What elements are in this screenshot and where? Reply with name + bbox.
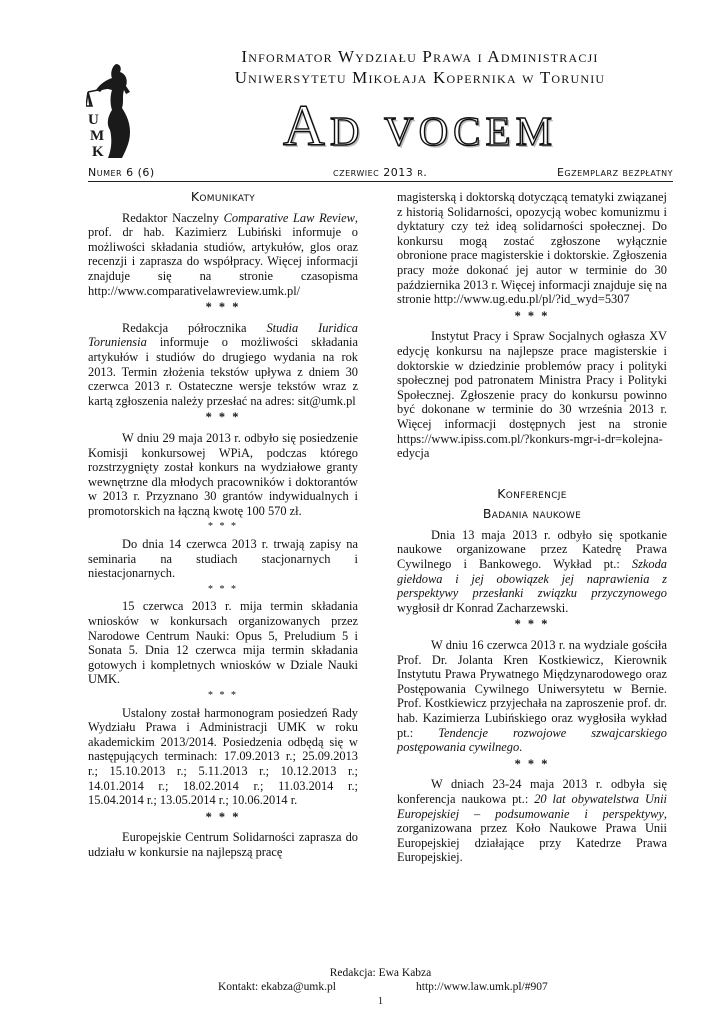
logo-letter-k: K [92,144,104,160]
section-heading-komunikaty: Komunikaty [190,189,256,204]
conference-3: W dniach 23-24 maja 2013 r. odbyła się konferencja naukowa pt.: 20 lat obywatelstwa Unii Europejskiej – podsumowanie i perspektywy, zorganizowana przez Koło Naukowe Prawa Unii Europejskiej działające przy Katedrze Prawa Europejskiej. [397,777,667,865]
separator: * * * [514,617,550,632]
masthead-line-2: Uniwersytetu Mikołaja Kopernika w Toruniu [234,68,606,87]
announcement-2: Redakcja półrocznika Studia Iuridica Toruniensia informuje o możliwości składania artykułów i studiów do drugiego wydania na rok 2013. Termin złożenia tekstów upływa z dniem 30 czerwca 2013 r. Ostateczne wersje tekstów wraz z kartą zgłoszenia należy przesłać na adres: sit@umk.pl [88,320,358,408]
announcement-7-continued: magisterską i doktorską dotyczącą tematyki związanej z historią Solidarności, opozycją wobec komunizmu i dyktatury czy też ideą solidarności społecznej. Do konkursu mogą zostać zgłoszone wyłącznie obronione prace magisterskie i doktorskie. Zgłoszenia pracy może dokonać jej autor w terminie do 30 października 2013 r. Więcej informacji znajduje się na stronie http://www.ug.edu.pl/pl/?id_wyd=5307 [397,190,667,307]
footer-contact-email[interactable]: Kontakt: ekabza@umk.pl [218,981,336,993]
separator: * * * [208,521,238,533]
umk-logo [86,62,146,162]
logo-letter-m: M [90,128,105,144]
separator: * * * [205,809,241,824]
announcement-3: W dniu 29 maja 2013 r. odbyło się posiedzenie Komisji konkursowej WPiA, podczas którego rozstrzygnięty został konkurs na wydziałowe granty wewnętrzne dla młodych pracowników i doktorantów w 2013 r. Przyznano 30 grantów indywidualnych i promotorskich na łączną kwotę 100 570 zł. [88,430,358,518]
announcement-7: Europejskie Centrum Solidarności zaprasza do udziału w konkursie na najlepszą pracę [88,830,358,859]
announcement-4: Do dnia 14 czerwca 2013 r. trwają zapisy na seminaria na studiach stacjonarnych i niestacjonarnych. [88,537,358,581]
separator: * * * [208,690,238,701]
conference-2: W dniu 16 czerwca 2013 r. na wydziale gościła Prof. Dr. Jolanta Kren Kostkiewicz, Kierownik Instytutu Prawa Prywatnego Międzynarodowego oraz Postępowania Cywilnego Uniwersytetu w Bernie. Prof. Kostkiewicz przyjechała na zaproszenie prof. dr. hab. Kazimierza Lubińskiego oraz wygłosiła wykład pt.: Tendencje rozwojowe szwajcarskiego postępowania cywilnego. [397,638,667,755]
conference-1: Dnia 13 maja 2013 r. odbyło się spotkanie naukowe organizowane przez Katedrę Prawa Cywilnego i Bankowego. Wykład pt.: Szkoda giełdowa i jej obowiązek jej naprawienia z perspektywy przesłanki związku przyczynowego wygłosił dr Konrad Zacharzewski. [397,527,667,615]
issue-copy-note: Egzemplarz bezpłatny [556,166,673,179]
separator: * * * [514,308,550,323]
announcement-1: Redaktor Naczelny Comparative Law Review, prof. dr hab. Kazimierz Lubiński informuje o możliwości składania studiów, artykułów, glos oraz recenzji i zaprasza do współpracy. Więcej informacji znajduje się na stronie czasopisma http://www.comparativelawreview.umk.pl/ [88,210,358,298]
footer-editor: Redakcja: Ewa Kabza [329,967,432,979]
separator: * * * [205,300,241,315]
section-heading-badania: Badania naukowe [482,506,582,522]
footer-url[interactable]: http://www.law.umk.pl/#907 [416,981,548,993]
logo-letter-u: U [88,112,99,128]
announcement-6: Ustalony został harmonogram posiedzeń Rady Wydziału Prawa i Administracji UMK w roku akademickim 2013/2014. Posiedzenia odbędą się w następujących terminach: 17.09.2013 r.; 25.09.2013 r.; 15.10.2013 r.; 5.11.2013 r.; 10.12.2013 r.; 14.01.2014 r.; 18.02.2014 r.; 11.03.2014 r.; 15.04.2014 r.; 13.05.2014 r.; 10.06.2014 r. [88,705,358,808]
separator: * * * [208,583,238,595]
right-column [397,190,667,865]
left-column [88,190,358,860]
separator: * * * [514,756,550,771]
announcement-8: Instytut Pracy i Spraw Socjalnych ogłasza XV edycję konkursu na najlepsze prace magisterskie i doktorskie w dziedzinie problemów pracy i polityki społecznej pod patronatem Ministra Pracy i Polityki Społecznej. Zgłoszenie pracy do konkursu powinno być dokonane w terminie do 30 września 2013 r. Więcej informacji dostępnych jest na stronie https://www.ipiss.com.pl/?konkurs-mgr-i-dr=kolejna-edycja [397,329,667,461]
masthead-line-1: Informator Wydziału Prawa i Administracji [241,47,599,66]
issue-number: Numer 6 (6) [88,166,155,179]
separator: * * * [205,410,241,425]
issue-bar [88,165,673,182]
page-number: 1 [378,996,383,1007]
section-heading-konferencje: Konferencje [497,485,567,501]
issue-date: czerwiec 2013 r. [333,166,428,179]
newsletter-title: Ad vocem [282,93,558,158]
announcement-5: 15 czerwca 2013 r. mija termin składania wniosków w konkursach organizowanych przez Narodowe Centrum Nauki: Opus 5, Preludium 5 i Sonata 5. Dnia 12 czerwca mija termin składania gotowych i kompletnych wniosków w Dziale Nauki UMK. [88,599,358,687]
